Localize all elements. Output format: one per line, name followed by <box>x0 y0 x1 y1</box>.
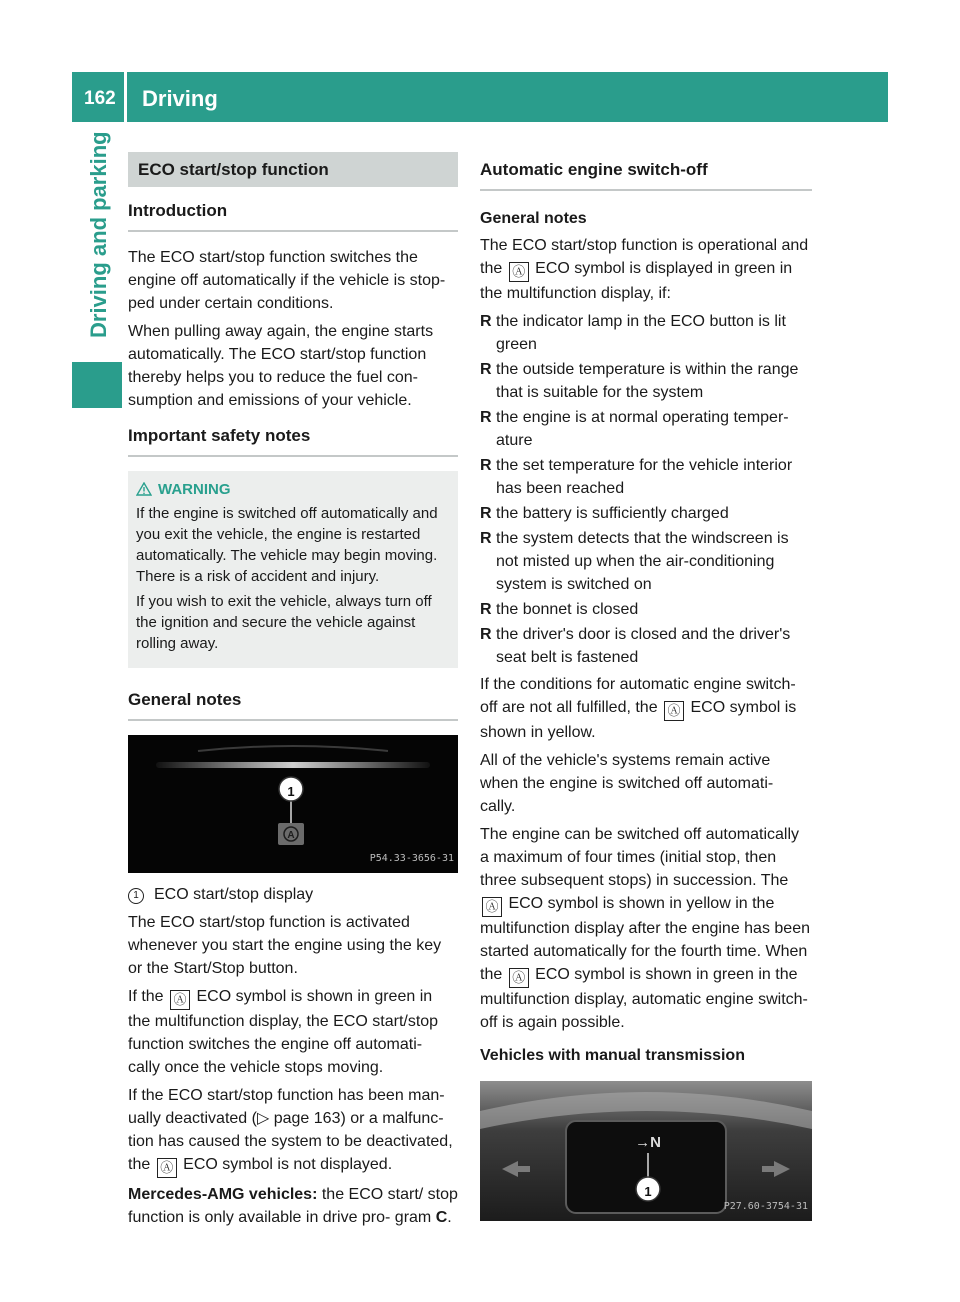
amg-label: Mercedes-AMG vehicles: <box>128 1186 318 1203</box>
callout-caption <box>128 883 458 906</box>
systems-active-paragraph: All of the vehicle's systems remain active when the engine is switched off automati- cally. <box>480 752 774 815</box>
list-item <box>480 527 812 596</box>
list-item <box>480 358 812 404</box>
list-item-text: the battery is sufficiently charged <box>496 505 729 522</box>
callout-number: 1 <box>128 888 144 904</box>
eco-symbol-icon: Ⓐ <box>509 262 529 282</box>
list-item <box>480 502 812 525</box>
max-switch-off-paragraph <box>480 823 812 1034</box>
warning-paragraph-2: If you wish to exit the vehicle, always turn off the ignition and secure the vehicle against rolling away. <box>136 593 432 652</box>
list-item-text: the engine is at normal operating temper- ature <box>496 409 789 449</box>
figure-code: P27.60-3754-31 <box>723 1201 808 1212</box>
manual-transmission-figure <box>480 1081 812 1221</box>
drive-program-letter: C <box>435 1209 448 1226</box>
text-fragment: The ECO start/stop function is operational and the <box>480 237 809 277</box>
page-reference-arrow-icon: ▷ <box>256 1110 270 1127</box>
bullet-marker: R <box>480 505 492 522</box>
eco-symbol-icon: Ⓐ <box>509 968 529 988</box>
text-fragment: ECO symbol is not displayed. <box>183 1156 393 1173</box>
left-column <box>128 152 458 1234</box>
bullet-marker: R <box>480 530 492 547</box>
svg-text:A: A <box>287 830 295 841</box>
eco-green-paragraph <box>128 985 458 1079</box>
text-fragment: If the conditions for automatic engine switch- off are not all fulfilled, the <box>480 676 796 716</box>
conditions-list <box>480 310 812 669</box>
warning-paragraph-1: If the engine is switched off automatically and you exit the vehicle, the engine is restarted automatically. The vehicle may begin moving. There is a risk of accident and injury. <box>136 505 438 585</box>
bullet-marker: R <box>480 457 492 474</box>
side-tab-label: Driving and parking <box>86 131 111 338</box>
text-fragment: If the ECO start/stop function has been man- ually deactivated ( <box>128 1087 445 1127</box>
figure-callout-number: 1 <box>644 1184 652 1199</box>
text-fragment: the ECO start/ stop function is only available in drive pro- gram <box>128 1186 458 1226</box>
list-item-text: the set temperature for the vehicle interior has been reached <box>496 457 793 497</box>
text-fragment: ECO symbol is displayed in green in the multifunction display, if: <box>480 260 793 302</box>
text-fragment: ECO symbol is shown in green in the multifunction display, automatic engine switch-off is again possible. <box>480 966 808 1031</box>
conditions-unfulfilled-paragraph <box>480 673 812 744</box>
list-item-text: the indicator lamp in the ECO button is lit green <box>496 313 786 353</box>
bullet-marker: R <box>480 409 492 426</box>
figure-code: P54.33-3656-31 <box>369 853 454 864</box>
text-fragment: ECO symbol is shown in yellow in the multifunction display after the engine has been started automatically for the fourth time. When the <box>480 895 810 983</box>
side-tab-block <box>72 362 122 408</box>
amg-paragraph <box>128 1183 458 1229</box>
manual-transmission-heading: Vehicles with manual transmission <box>480 1047 745 1064</box>
safety-notes-heading: Important safety notes <box>128 422 458 457</box>
text-fragment: If the <box>128 988 164 1005</box>
eco-symbol-icon: Ⓐ <box>157 1158 177 1178</box>
figure-callout-number: 1 <box>287 784 295 799</box>
list-item <box>480 310 812 356</box>
list-item-text: the driver's door is closed and the driver's seat belt is fastened <box>496 626 791 666</box>
intro-paragraph-2: When pulling away again, the engine starts automatically. The ECO start/stop function thereby helps you to reduce the fuel con- sumption and emissions of your vehicle. <box>128 323 434 409</box>
list-item-text: the bonnet is closed <box>496 601 639 618</box>
bullet-marker: R <box>480 313 492 330</box>
general-notes-heading: General notes <box>128 686 458 721</box>
deactivation-paragraph <box>128 1084 458 1178</box>
page-number: 162 <box>84 88 116 109</box>
eco-symbol-icon: Ⓐ <box>482 897 502 917</box>
warning-box <box>128 471 458 668</box>
intro-paragraph-1: The ECO start/stop function switches the engine off automatically if the vehicle is stop- ped under certain conditions. <box>128 249 446 312</box>
callout-text: ECO start/stop display <box>154 886 314 903</box>
chapter-title: Driving <box>142 86 218 111</box>
list-item <box>480 406 812 452</box>
list-item-text: the system detects that the windscreen is not misted up when the air-conditioning system is switched on <box>496 530 789 593</box>
right-column <box>480 152 812 1231</box>
list-item <box>480 598 812 621</box>
general-notes-subheading: General notes <box>480 210 587 227</box>
eco-display-figure <box>128 735 458 873</box>
list-item <box>480 454 812 500</box>
text-fragment: The engine can be switched off automatically a maximum of four times (initial stop, then three subsequent stops) in succession. The <box>480 826 800 889</box>
text-fragment: . <box>447 1209 452 1226</box>
eco-symbol-icon: Ⓐ <box>170 990 190 1010</box>
gear-indicator: →N <box>635 1134 661 1151</box>
introduction-heading: Introduction <box>128 197 458 232</box>
list-item-text: the outside temperature is within the range that is suitable for the system <box>496 361 799 401</box>
text-fragment: ECO symbol is shown in green in the multifunction display, the ECO start/stop function switches the engine off automati- cally once the vehicle stops moving. <box>128 988 439 1076</box>
warning-triangle-icon <box>136 482 152 496</box>
operational-paragraph <box>480 234 812 305</box>
page-reference-text: page 163) or a malfunc- tion has caused the system to be deactivated, the <box>128 1110 453 1173</box>
text-fragment: ECO symbol is shown in yellow. <box>480 699 797 741</box>
warning-label: WARNING <box>158 481 231 498</box>
eco-symbol-icon: Ⓐ <box>664 701 684 721</box>
bullet-marker: R <box>480 361 492 378</box>
bullet-marker: R <box>480 601 492 618</box>
list-item <box>480 623 812 669</box>
auto-switch-off-heading: Automatic engine switch-off <box>480 156 812 191</box>
activation-paragraph: The ECO start/stop function is activated whenever you start the engine using the key or the Start/Stop button. <box>128 914 442 977</box>
eco-section-heading: ECO start/stop function <box>128 152 458 187</box>
bullet-marker: R <box>480 626 492 643</box>
warning-heading <box>136 479 450 500</box>
header-separator <box>124 72 127 122</box>
